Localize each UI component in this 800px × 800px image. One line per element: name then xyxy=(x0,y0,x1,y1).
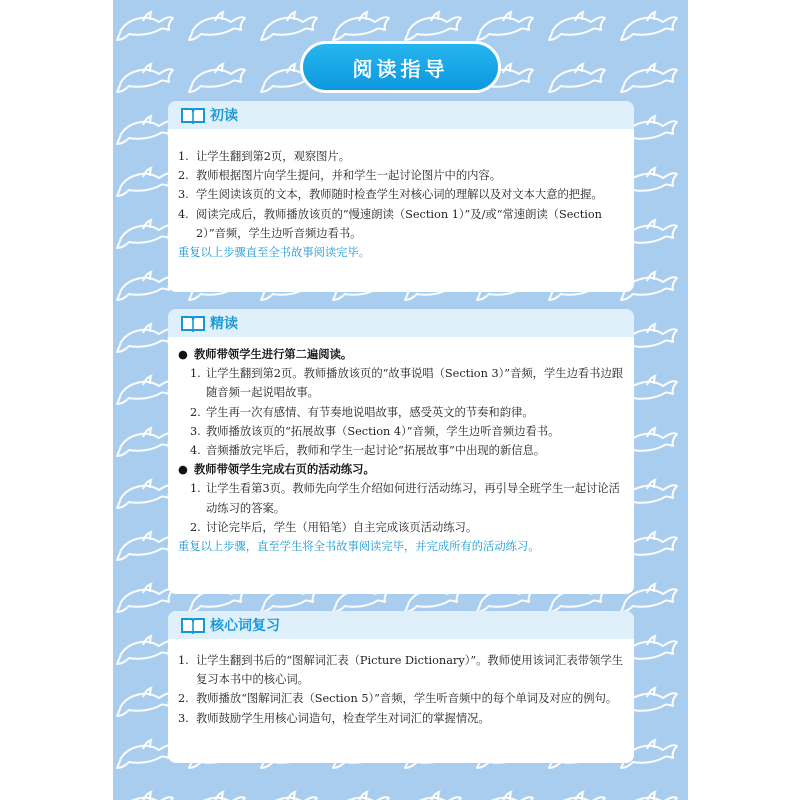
list-item: 1. 让学生翻到第2页。教师播放该页的“故事说唱（Section 3）”音频，学生边看书边跟随音频一起说唱故事。 xyxy=(190,367,624,400)
list-item: 1. 让学生看第3页。教师先向学生介绍如何进行活动练习，再引导全班学生一起讨论活动练习的答案。 xyxy=(190,482,620,515)
repeat-note: 重复以上步骤，直至学生将全书故事阅读完毕，并完成所有的活动练习。 xyxy=(178,540,540,554)
vocab-review-header xyxy=(168,611,634,639)
list-item: 3. 教师播放该页的“拓展故事（Section 4）”音频，学生边听音频边看书。 xyxy=(190,424,560,438)
first-reading-card xyxy=(168,101,634,292)
list-item: 2. 讨论完毕后，学生（用铅笔）自主完成该页活动练习。 xyxy=(190,520,478,534)
intensive-reading-header xyxy=(168,309,634,337)
list-item: 2. 教师播放“图解词汇表（Section 5）”音频，学生听音频中的每个单词及对应的例句。 xyxy=(178,692,618,706)
open-book-icon xyxy=(180,314,206,332)
list-item: 4. 音频播放完毕后，教师和学生一起讨论“拓展故事”中出现的新信息。 xyxy=(190,444,546,458)
first-reading-title: 初读 xyxy=(210,108,238,124)
list-item: 2. 学生再一次有感情、有节奏地说唱故事，感受英文的节奏和韵律。 xyxy=(190,405,534,419)
repeat-note: 重复以上步骤直至全书故事阅读完毕。 xyxy=(178,246,371,260)
list-item: 1. 让学生翻到第2页，观察图片。 xyxy=(178,150,351,163)
list-item: 2. 教师根据图片向学生提问，并和学生一起讨论图片中的内容。 xyxy=(178,169,502,183)
bullet-heading: ● 教师带领学生完成右页的活动练习。 xyxy=(178,460,624,479)
first-reading-header xyxy=(168,101,634,129)
intensive-reading-title: 精读 xyxy=(210,316,238,332)
bullet-dot: ● xyxy=(178,348,188,361)
page-title: 阅读指导 xyxy=(300,41,501,93)
open-book-icon xyxy=(180,106,206,124)
list-item: 3. 教师鼓励学生用核心词造句，检查学生对词汇的掌握情况。 xyxy=(178,711,490,725)
bullet-heading: ● 教师带领学生进行第二遍阅读。 xyxy=(178,345,624,364)
vocab-review-title: 核心词复习 xyxy=(210,618,280,634)
open-book-icon xyxy=(180,616,206,634)
intensive-reading-card xyxy=(168,309,634,594)
list-item: 3. 学生阅读该页的文本，教师随时检查学生对核心词的理解以及对文本大意的把握。 xyxy=(178,188,603,202)
list-item: 4. 阅读完成后，教师播放该页的“慢速朗读（Section 1）”及/或“常速朗读（Section 2）”音频，学生边听音频边看书。 xyxy=(178,207,602,240)
list-item: 1. 让学生翻到书后的“图解词汇表（Picture Dictionary）”。教师使用该词汇表带领学生复习本书中的核心词。 xyxy=(178,654,623,687)
vocab-review-card xyxy=(168,611,634,763)
bullet-dot: ● xyxy=(178,463,188,477)
page xyxy=(113,0,688,800)
